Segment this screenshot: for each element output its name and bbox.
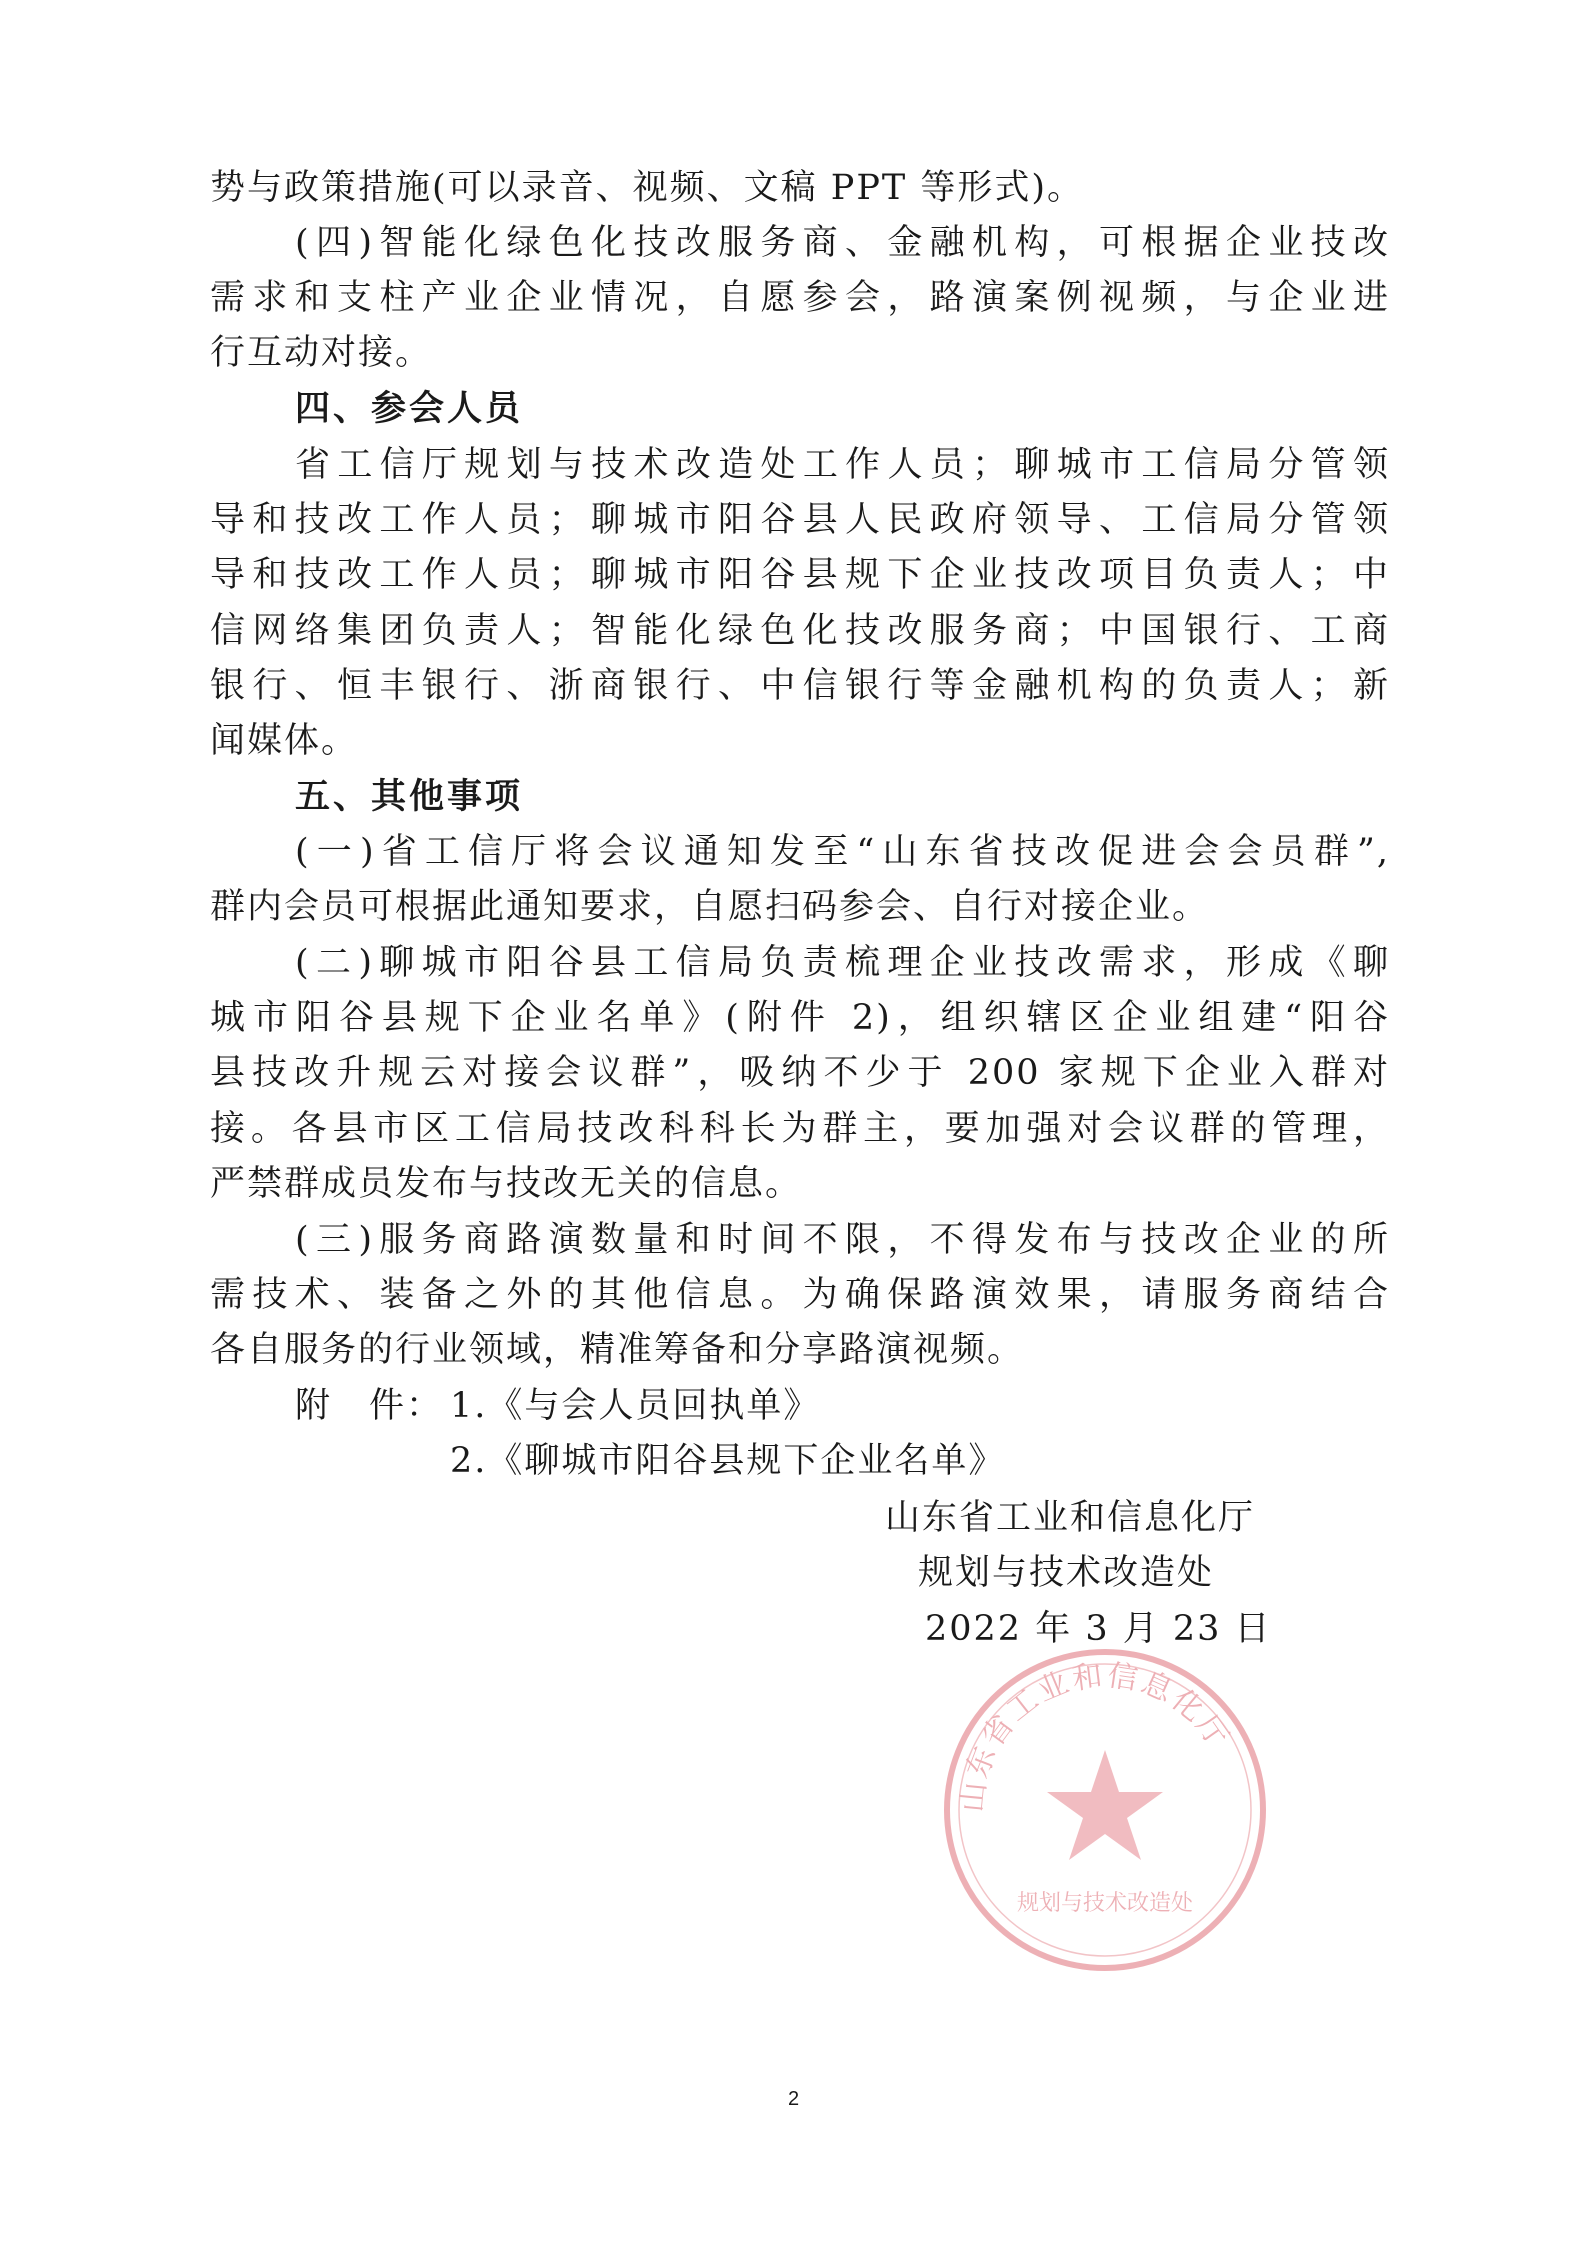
paragraph-line: (四)智能化绿色化技改服务商、金融机构，可根据企业技改 xyxy=(295,223,1390,263)
paragraph-line: 需求和支柱产业企业情况，自愿参会，路演案例视频，与企业进 xyxy=(210,278,1390,318)
paragraph-line: (一)省工信厅将会议通知发至“山东省技改促进会会员群”, xyxy=(295,832,1390,872)
seal-text xyxy=(0,0,1,1)
paragraph-line: 严禁群成员发布与技改无关的信息。 xyxy=(210,1164,803,1204)
section-heading: 五、其他事项 xyxy=(295,777,524,817)
paragraph-line: 群内会员可根据此通知要求，自愿扫码参会、自行对接企业。 xyxy=(210,887,1210,927)
svg-text:山东省工业和信息化厅: 山东省工业和信息化厅 xyxy=(955,1658,1237,1814)
signature-org: 山东省工业和信息化厅 xyxy=(885,1498,1256,1538)
signature-dept: 规划与技术改造处 xyxy=(918,1553,1215,1593)
page-number: 2 xyxy=(787,2088,800,2110)
signature-date: 2022 年 3 月 23 日 xyxy=(925,1609,1272,1649)
paragraph-line: 闻媒体。 xyxy=(210,721,359,761)
paragraph-line: 城市阳谷县规下企业名单》(附件 2)，组织辖区企业组建“阳谷 xyxy=(210,998,1390,1038)
paragraph-line: 县技改升规云对接会议群”，吸纳不少于 200 家规下企业入群对 xyxy=(210,1053,1390,1093)
paragraph-line: (三)服务商路演数量和时间不限，不得发布与技改企业的所 xyxy=(295,1220,1390,1260)
paragraph-line: 信网络集团负责人；智能化绿色化技改服务商；中国银行、工商 xyxy=(210,611,1390,651)
section-heading: 四、参会人员 xyxy=(295,389,524,429)
paragraph-line: 银行、恒丰银行、浙商银行、中信银行等金融机构的负责人；新 xyxy=(210,666,1390,706)
official-seal xyxy=(935,1640,1275,1980)
paragraph-line: 省工信厅规划与技术改造处工作人员；聊城市工信局分管领 xyxy=(295,445,1390,485)
paragraph-line: (二)聊城市阳谷县工信局负责梳理企业技改需求，形成《聊 xyxy=(295,943,1390,983)
paragraph-line: 行互动对接。 xyxy=(210,333,433,373)
svg-text:规划与技术改造处: 规划与技术改造处 xyxy=(1016,1891,1194,1916)
paragraph-line: 导和技改工作人员；聊城市阳谷县规下企业技改项目负责人；中 xyxy=(210,555,1390,595)
paragraph-line: 需技术、装备之外的其他信息。为确保路演效果，请服务商结合 xyxy=(210,1275,1390,1315)
attachment-label: 附 件： xyxy=(295,1386,444,1426)
paragraph-line: 接。各县市区工信局技改科科长为群主，要加强对会议群的管理， xyxy=(210,1109,1390,1149)
paragraph-line: 导和技改工作人员；聊城市阳谷县人民政府领导、工信局分管领 xyxy=(210,500,1390,540)
paragraph-line: 各自服务的行业领域，精准筹备和分享路演视频。 xyxy=(210,1330,1025,1370)
attachment-item: 1.《与会人员回执单》 xyxy=(450,1386,821,1426)
paragraph-line: 势与政策措施(可以录音、视频、文稿 PPT 等形式)。 xyxy=(210,168,1085,208)
attachment-item: 2.《聊城市阳谷县规下企业名单》 xyxy=(450,1441,1006,1481)
